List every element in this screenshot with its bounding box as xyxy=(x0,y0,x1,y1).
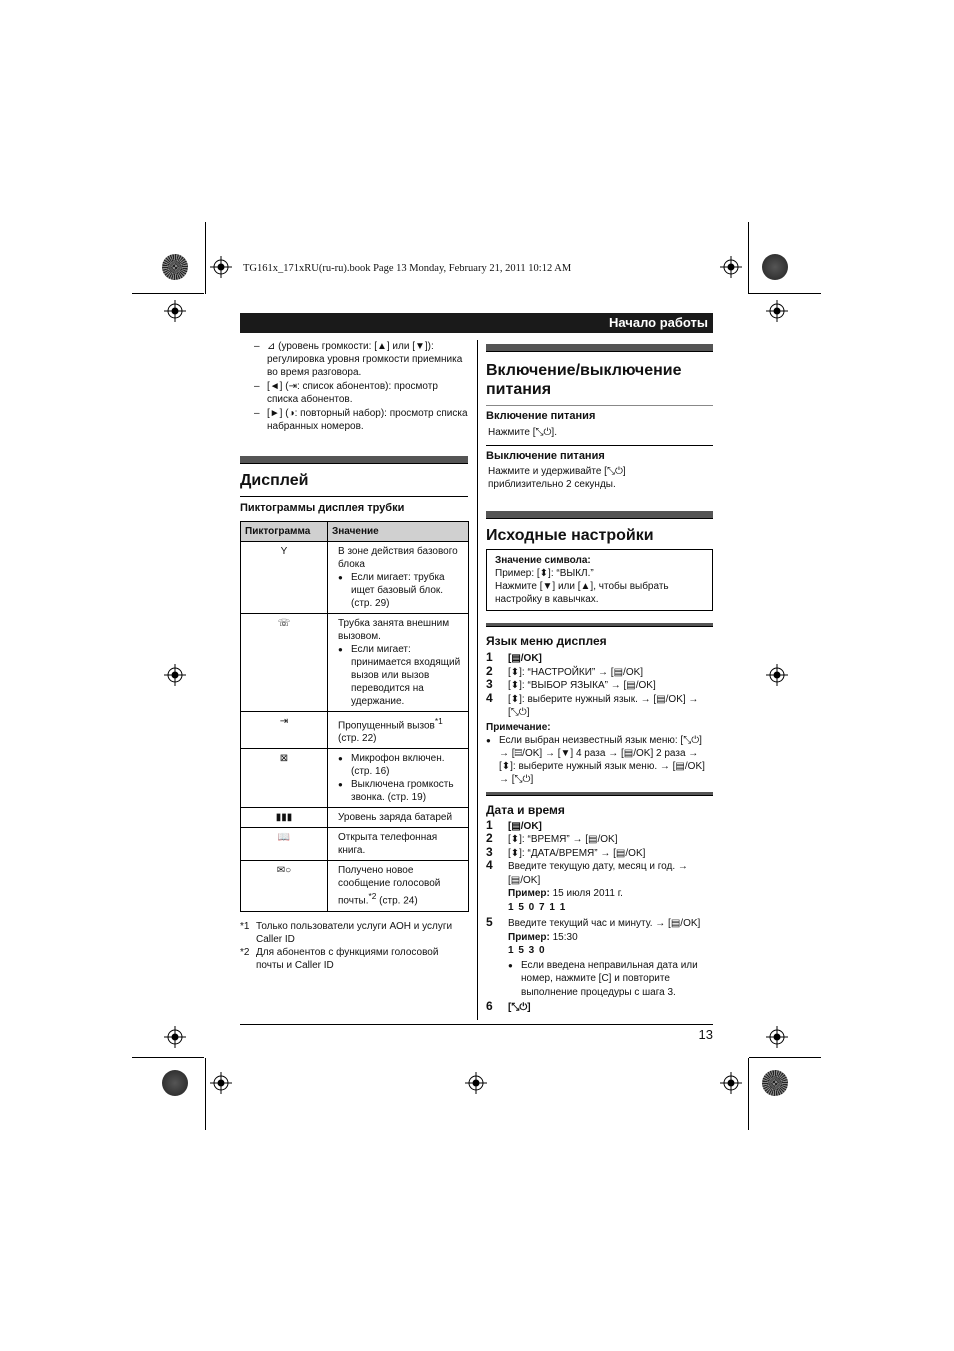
table-header: Пиктограмма xyxy=(241,522,328,542)
file-header: TG161x_171xRU(ru-ru).book Page 13 Monday, February 21, 2011 10:12 AM xyxy=(243,263,572,274)
symbol-legend-box xyxy=(486,549,713,611)
section-divider xyxy=(486,623,713,627)
registration-mark xyxy=(465,1072,487,1094)
registration-mark xyxy=(720,256,742,278)
pictogram-table xyxy=(240,521,469,912)
cell-text: Трубка занята внешним вызовом. xyxy=(338,618,450,642)
cell-text: Получено новое сообщение голосовой почты. xyxy=(338,865,441,907)
cell-text: Пропущенный вызов xyxy=(338,720,435,732)
power-on-title: Включение питания xyxy=(486,410,596,422)
crop-mark xyxy=(749,1057,821,1058)
registration-mark xyxy=(720,1072,742,1094)
cell-text: (стр. 24) xyxy=(379,895,418,907)
step: 4 Введите текущую дату, месяц и год. → [▤/OK] Пример: 15 июля 2011 г. 1 5 0 7 1 1 xyxy=(486,860,713,914)
section-divider xyxy=(486,344,713,352)
box-example: Пример: [⬍]: “ВЫКЛ.” xyxy=(495,568,594,579)
step: 6 [⤡⏻] xyxy=(486,999,531,1013)
table-row xyxy=(241,712,469,749)
section-divider xyxy=(486,511,713,519)
table-row xyxy=(241,828,469,861)
power-off-text: Нажмите и удерживайте [⤡⏻] приблизительно 2 секунды. xyxy=(488,466,626,490)
cell-text: Уровень заряда батарей xyxy=(338,812,453,824)
bullet-text: ● Если мигает: принимается входящий вызов или вызов переводится на удержание. xyxy=(338,643,464,708)
note-text: ● Если выбран неизвестный язык меню: [⤡⏻] → [▤/OK] → [▼] 4 раза → [▤/OK] 2 раза → [⬍]: выберите нужный язык меню. → [▤/OK] → [⤡⏻] xyxy=(486,734,713,786)
power-title: Включение/выключение питания xyxy=(486,362,682,398)
registration-mark xyxy=(766,1026,788,1048)
antenna-icon: Y xyxy=(280,546,288,557)
crop-mark xyxy=(748,1058,749,1130)
power-off-title: Выключение питания xyxy=(486,450,605,462)
footnote-ref: *1 xyxy=(434,716,443,726)
crop-mark xyxy=(132,1057,204,1058)
page-number: 13 xyxy=(698,1027,713,1042)
language-title: Язык меню дисплея xyxy=(486,634,607,648)
battery-icon: ▮▮▮ xyxy=(275,812,293,824)
box-text: Нажмите [▼] или [▲], чтобы выбрать настройку в кавычках. xyxy=(495,581,669,605)
table-header: Значение xyxy=(328,522,469,542)
table-row xyxy=(241,808,469,828)
cell-text: В зоне действия базового блока xyxy=(338,546,458,570)
phonebook-icon: 📖 xyxy=(277,832,291,844)
color-rosette xyxy=(762,1070,788,1096)
box-title: Значение символа: xyxy=(495,555,591,566)
list-item: – [►] (◑: повторный набор): просмотр списка набранных номеров. xyxy=(254,408,468,432)
step: 1 [▤/OK] xyxy=(486,650,542,664)
divider xyxy=(240,496,468,497)
section-divider xyxy=(486,792,713,796)
registration-mark xyxy=(164,1026,186,1048)
missed-call-icon: ⇥ xyxy=(279,716,289,727)
column-divider xyxy=(477,340,478,1020)
footer-rule xyxy=(240,1024,713,1025)
mute-icon: ⊠ xyxy=(279,753,289,765)
bullet-text: ● Если введена неправильная дата или номер, нажмите [C] и повторите выполнение процедуры с шага 3. xyxy=(508,959,713,1000)
registration-mark xyxy=(210,256,232,278)
bullet-text: ● Микрофон включен. (стр. 16) xyxy=(338,752,464,778)
color-rosette xyxy=(762,254,788,280)
step: 2 [⬍]: “ВРЕМЯ” → [▤/OK] xyxy=(486,831,618,845)
footnote: *1 Только пользователи услуги АОН и услуги Caller ID xyxy=(240,920,453,945)
registration-mark xyxy=(766,300,788,322)
crop-mark xyxy=(205,1058,206,1130)
step: 5 Введите текущий час и минуту. → [▤/OK] Пример: 15:30 1 5 3 0 ● Если введена неправильная дата или номер, нажмите [C] и повторите выполнение процедуры с шага 3. xyxy=(486,917,713,999)
registration-mark xyxy=(766,664,788,686)
step: 4 [⬍]: выберите нужный язык. → [▤/OK] → [⤡⏻] xyxy=(486,690,699,718)
date-time-title: Дата и время xyxy=(486,802,565,817)
step: 2 [⬍]: “НАСТРОЙКИ” → [▤/OK] xyxy=(486,663,644,678)
color-rosette xyxy=(162,254,188,280)
footnote: *2 Для абонентов с функциями голосовой почты и Caller ID xyxy=(240,946,439,971)
key-sequence: 1 5 3 0 xyxy=(508,945,546,956)
divider xyxy=(486,445,713,446)
table-row xyxy=(241,749,469,808)
registration-mark xyxy=(164,664,186,686)
step: 1 [▤/OK] xyxy=(486,817,542,832)
voicemail-icon: ✉○ xyxy=(276,865,292,877)
icons-subtitle: Пиктограммы дисплея трубки xyxy=(240,502,405,514)
footnote-ref: *2 xyxy=(368,891,377,902)
bullet-text: ● Выключена громкость звонка. (стр. 19) xyxy=(338,778,464,804)
crop-mark xyxy=(748,222,749,294)
cell-text: Открыта телефонная книга. xyxy=(338,832,438,857)
color-rosette xyxy=(162,1070,188,1096)
display-title: Дисплей xyxy=(240,472,309,489)
divider xyxy=(486,405,713,406)
list-item: – [◄] (⇥: список абонентов): просмотр списка абонентов. xyxy=(254,381,438,405)
right-column xyxy=(486,340,713,1015)
crop-mark xyxy=(132,293,204,294)
phone-icon: ☏ xyxy=(277,618,291,629)
key-sequence: 1 5 0 7 1 1 xyxy=(508,901,567,913)
list-item: – ⊿ (уровень громкости: [▲] или [▼]): регулировка уровня громкости приемника во время разговора. xyxy=(254,341,463,378)
crop-mark xyxy=(749,293,821,294)
section-divider xyxy=(240,456,468,464)
table-row xyxy=(241,861,469,911)
crop-mark xyxy=(205,222,206,294)
step: 3 [⬍]: “ВЫБОР ЯЗЫКА” → [▤/OK] xyxy=(486,677,656,691)
registration-mark xyxy=(164,300,186,322)
step: 3 [⬍]: “ДАТА/ВРЕМЯ” → [▤/OK] xyxy=(486,844,646,859)
power-on-text: Нажмите [⤡⏻]. xyxy=(488,427,557,438)
section-title: Начало работы xyxy=(240,313,713,333)
note-title: Примечание: xyxy=(486,721,551,733)
table-row xyxy=(241,614,469,712)
table-row xyxy=(241,542,469,614)
bullet-text: ● Если мигает: трубка ищет базовый блок. (стр. 29) xyxy=(338,571,464,610)
cell-text: (стр. 22) xyxy=(338,733,377,745)
initial-settings-title: Исходные настройки xyxy=(486,527,654,544)
left-column xyxy=(240,340,468,972)
registration-mark xyxy=(210,1072,232,1094)
